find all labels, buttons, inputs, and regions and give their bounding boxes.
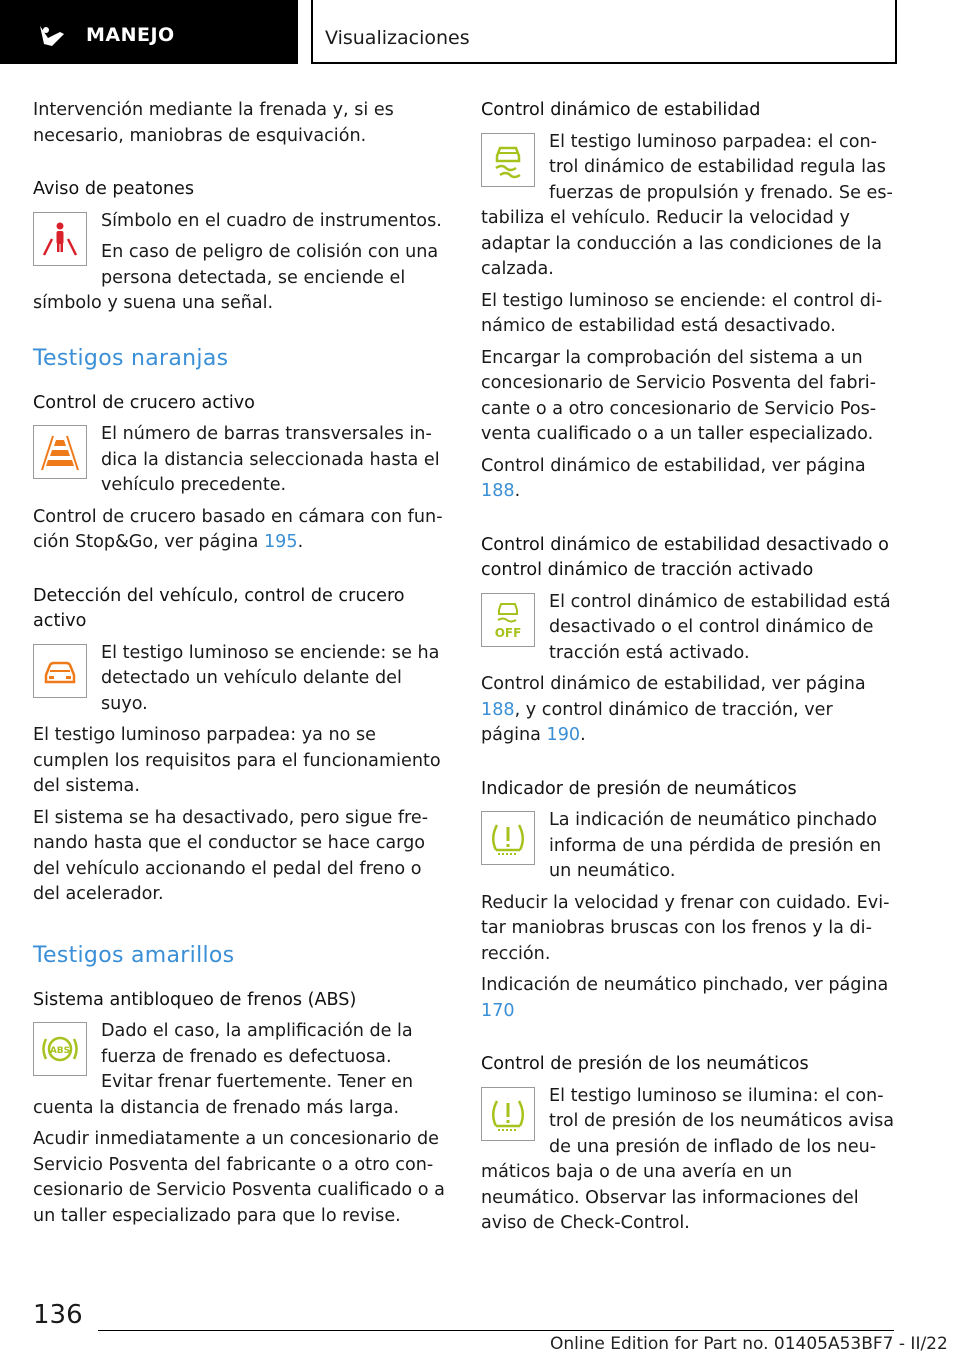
- distance-bars-icon: [38, 430, 82, 474]
- dsc-off-icon-text: OFF: [494, 625, 522, 640]
- dsc-off-p2: Control dinámico de estabilidad, ver página 188, y control dinámico de tracción, ver página 190.: [481, 674, 866, 745]
- vehicle-detection-p3: El sistema se ha desactivado, pero sigue frenando hasta que el conductor se hace cargo del vehículo accionando el pedal del freno o del acelerador.: [33, 807, 429, 904]
- tire-pressure-p1: La indicación de neumático pinchado informa de una pérdida de presión en un neumático.: [549, 810, 882, 881]
- pedestrian-warning-title: Aviso de peatones: [33, 179, 194, 199]
- stability-control-off-icon: [486, 598, 530, 642]
- stability-control-icon: [486, 138, 530, 182]
- pedestrian-warning-icon: [38, 217, 82, 261]
- pedestrian-warning-p1: Símbolo en el cuadro de instrumentos.: [101, 210, 442, 231]
- vehicle-detection-p1: El testigo luminoso se enciende: se ha detectado un vehículo delante del suyo.: [101, 642, 440, 714]
- tire-pressure-p2: Reducir la velocidad y frenar con cuidado. Evitar maniobras bruscas con los frenos y la dirección.: [481, 892, 890, 964]
- abs-icon-text: ABS: [49, 1046, 71, 1056]
- car-ahead-icon: [38, 649, 82, 693]
- dsc-off-icon-box: [481, 593, 535, 647]
- dsc-off-p1: El control dinámico de estabilidad está desactivado o el control dinámico de tracción está activado.: [549, 591, 891, 663]
- tire-monitor-p1: El testigo luminoso se ilumina: el control de presión de los neumáticos avisa de una presión de inflado de los neumáticos baja o de una avería en un neumático. Observar las informaciones del aviso de Check-Control.: [481, 1085, 895, 1233]
- cruise-control-p2: Control de crucero basado en cámara con función Stop&Go, ver página 195.: [33, 506, 443, 552]
- dsc-p3: Encargar la comprobación del sistema a un concesionario de Servicio Posventa del fabricante o a otro concesionario de Servicio Posventa cualificado o a un taller especializado.: [481, 347, 877, 444]
- page-link-188[interactable]: 188: [481, 481, 515, 501]
- orange-lights-heading: Testigos naranjas: [33, 345, 229, 371]
- abs-icon: [38, 1027, 82, 1071]
- page-link-190[interactable]: 190: [546, 725, 581, 745]
- abs-p2: Acudir inmediatamente a un concesionario de Servicio Posventa del fabricante o a otro concesionario de Servicio Posventa cualificado o a un taller especializado para que lo revise.: [33, 1129, 445, 1226]
- edition-note: Online Edition for Part no. 01405A53BF7 - II/22: [550, 1334, 948, 1354]
- tire-pressure-title: Indicador de presión de neumáticos: [481, 778, 797, 799]
- dsc-off-title: Control dinámico de estabilidad desactivado o control dinámico de tracción activado: [481, 534, 889, 580]
- vehicle-detection-p2: El testigo luminoso parpadea: ya no se cumplen los requisitos para el funcionamiento del sistema.: [33, 725, 441, 796]
- intro-paragraph: Intervención mediante la frenada y, si es necesario, maniobras de esquivación.: [33, 100, 394, 146]
- section-tab: [0, 0, 298, 64]
- cruise-control-title: Control de crucero activo: [33, 392, 255, 413]
- right-column: [481, 98, 895, 1243]
- chapter-title: Visualizaciones: [325, 27, 470, 49]
- abs-title: Sistema antibloqueo de frenos (ABS): [33, 989, 357, 1010]
- vehicle-detection-icon-box: [33, 644, 87, 698]
- tire-monitor-title: Control de presión de los neumáticos: [481, 1054, 809, 1074]
- vehicle-detection-title: Detección del vehículo, control de crucero activo: [33, 585, 405, 631]
- pedestrian-warning-p2: En caso de peligro de colisión con una persona detectada, se enciende el símbolo y suena una señal.: [33, 242, 439, 313]
- dsc-p2: El testigo luminoso se enciende: el control dinámico de estabilidad está desactivado.: [481, 290, 883, 336]
- tire-pressure-icon-box: [481, 811, 535, 865]
- tire-pressure-p3: Indicación de neumático pinchado, ver página 170: [481, 975, 889, 1021]
- yellow-lights-heading: Testigos amarillos: [33, 942, 235, 968]
- abs-p1: Dado el caso, la amplificación de la fuerza de frenado es defectuosa. Evitar frenar fuertemente. Tener en cuenta la distancia de frenado más larga.: [33, 1021, 414, 1118]
- tire-monitor-icon-box: [481, 1087, 535, 1141]
- page-number: 136: [33, 1300, 83, 1330]
- dsc-p1: El testigo luminoso parpadea: el control dinámico de estabilidad regula las fuerzas de propulsión y frenado. Se estabiliza el vehículo. Reducir la velocidad y adaptar la conducción a las condiciones de la calzada.: [481, 131, 893, 279]
- dsc-icon-box: [481, 133, 535, 187]
- pedestrian-warning-icon-box: [33, 212, 87, 266]
- section-title: MANEJO: [86, 24, 175, 46]
- tire-pressure-monitor-icon: [486, 1092, 530, 1136]
- dsc-title: Control dinámico de estabilidad: [481, 100, 761, 120]
- flat-tire-warning-icon: [486, 816, 530, 860]
- left-column: [33, 98, 447, 1235]
- page-link-188b[interactable]: 188: [481, 699, 515, 720]
- footer-divider: [98, 1330, 894, 1331]
- cruise-control-p1: El número de barras transversales indica la distancia seleccionada hasta el vehículo precedente.: [101, 424, 440, 495]
- page-link-170[interactable]: 170: [481, 1000, 515, 1021]
- abs-icon-box: [33, 1022, 87, 1076]
- steering-hand-icon: [34, 22, 68, 48]
- chapter-tab: [311, 0, 897, 64]
- dsc-p4: Control dinámico de estabilidad, ver página 188.: [481, 455, 866, 501]
- page-link-195[interactable]: 195: [263, 532, 298, 552]
- cruise-control-icon-box: [33, 425, 87, 479]
